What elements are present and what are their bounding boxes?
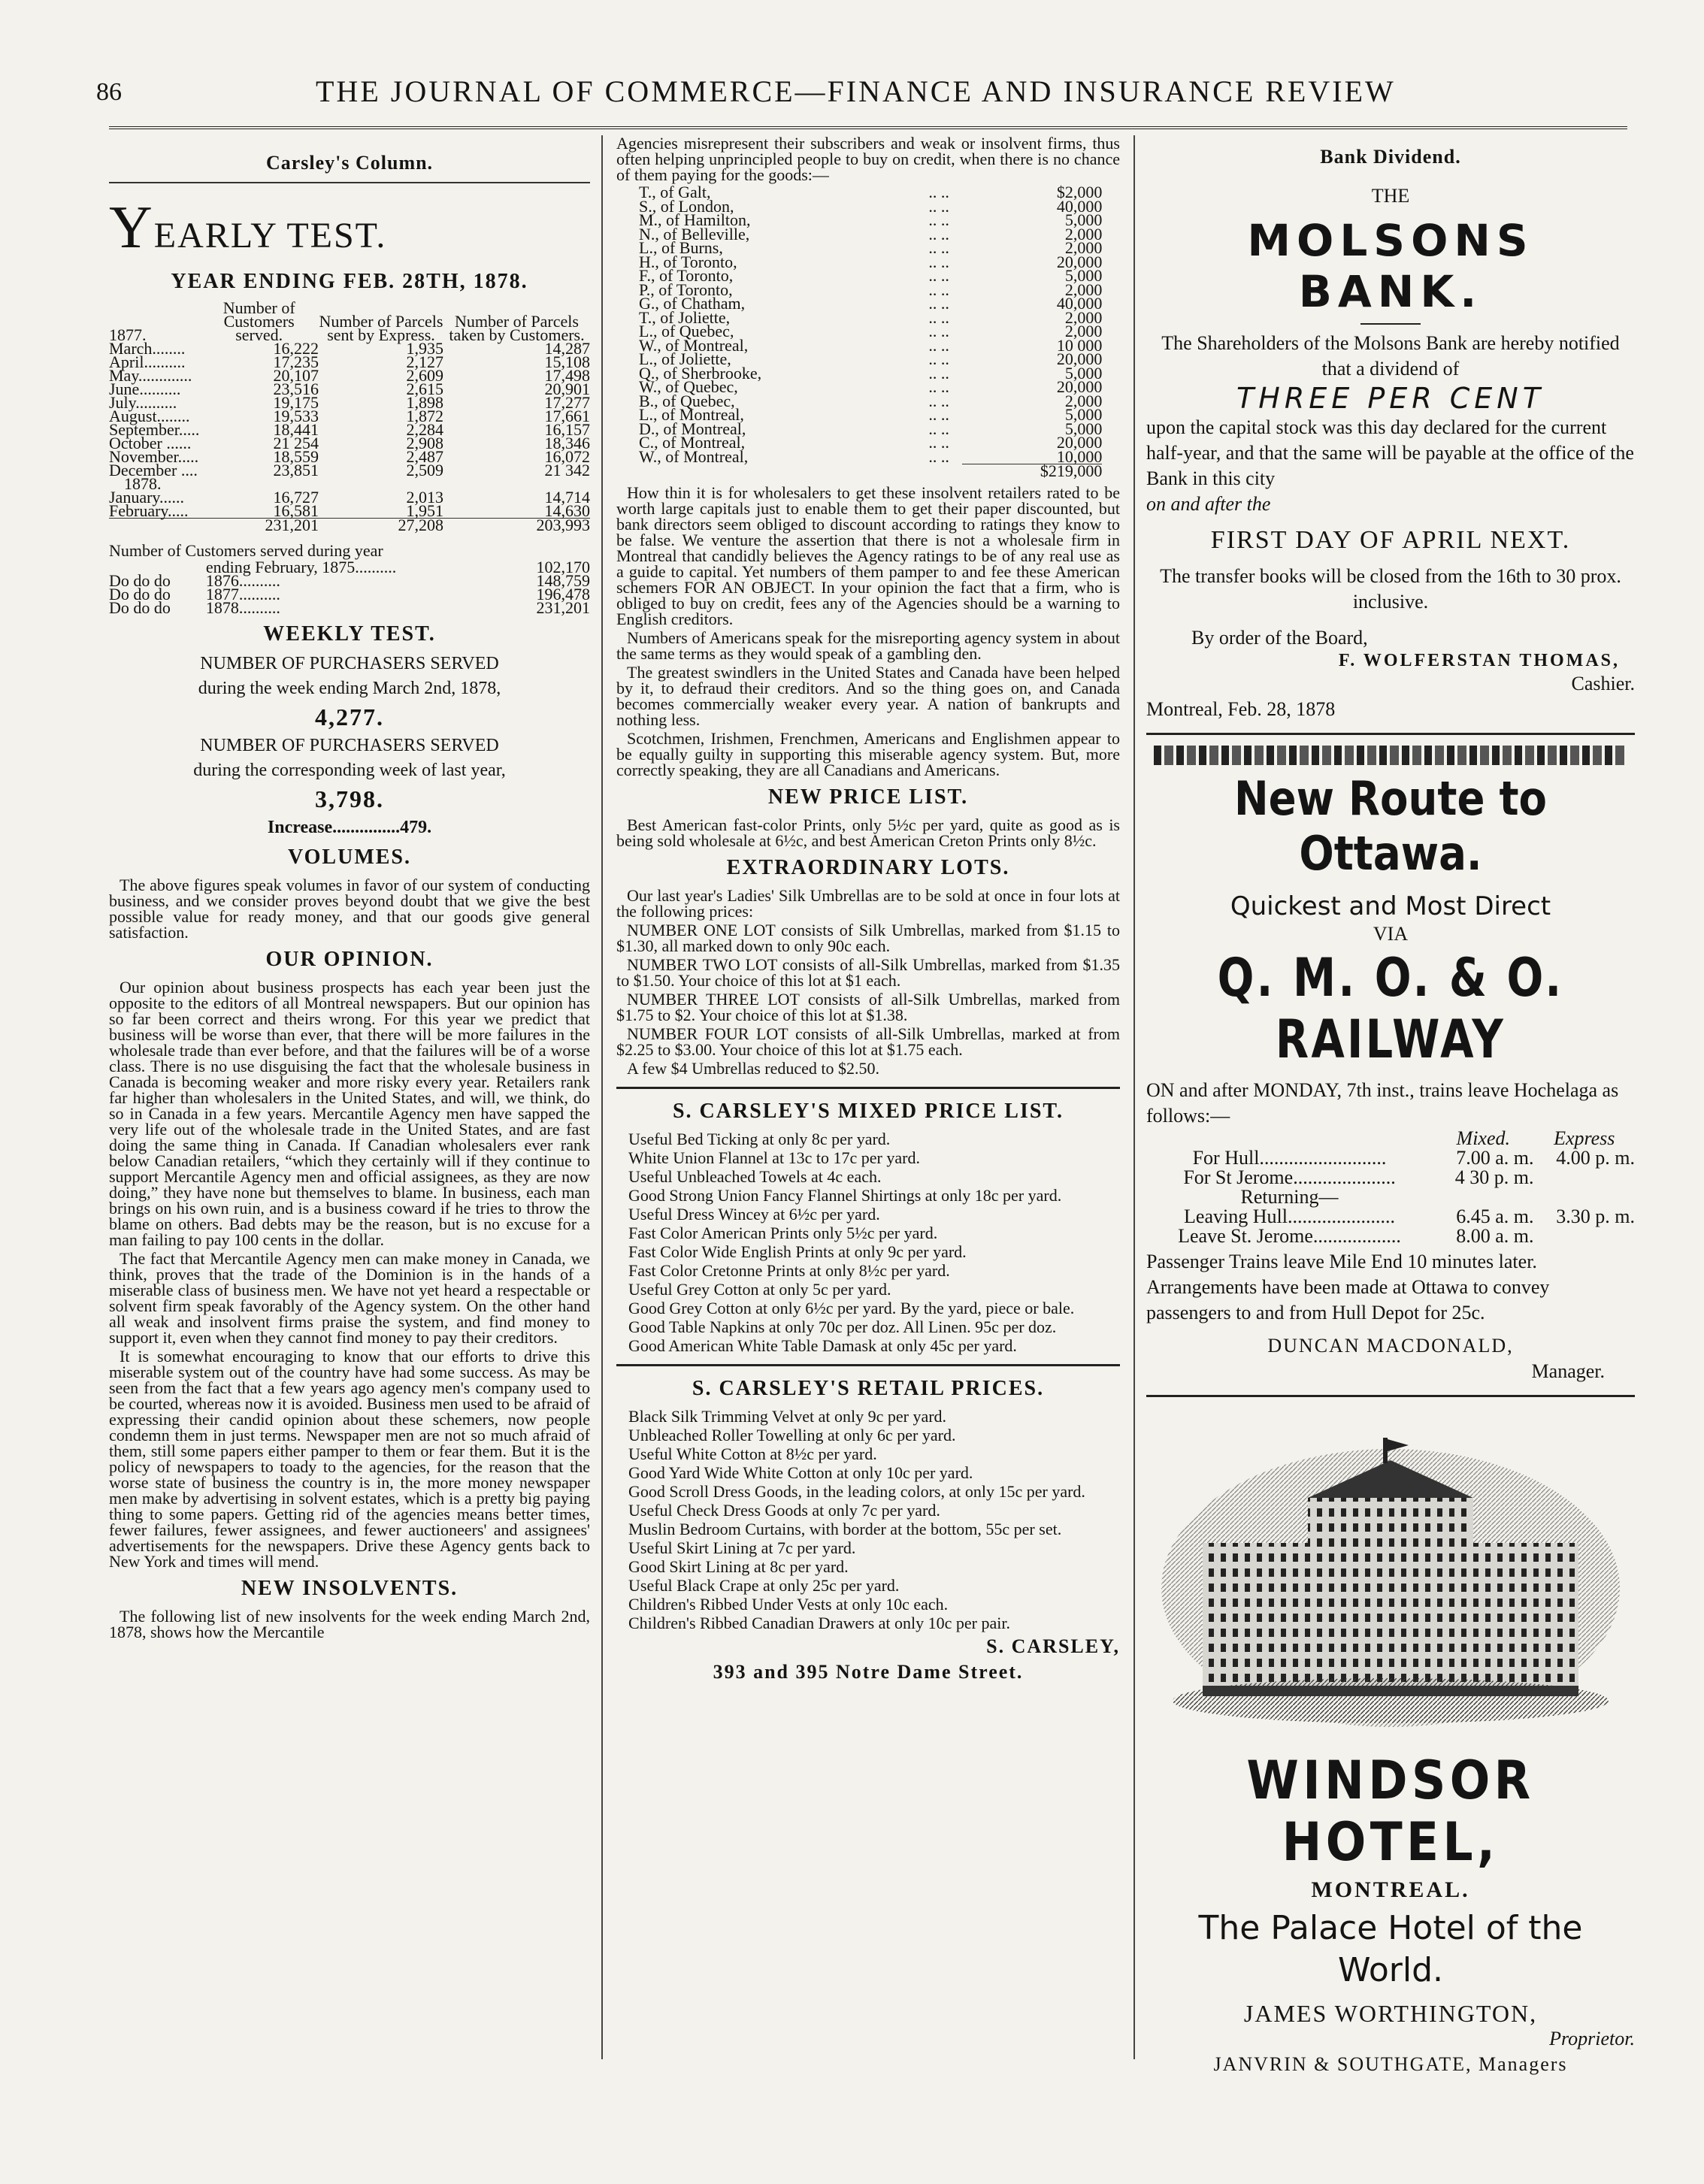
table-cell: Leaving Hull...................... [1184, 1205, 1395, 1227]
dot-leader: .. .. [928, 391, 949, 410]
hotel-engraving [1158, 1430, 1624, 1731]
totals-row [109, 519, 590, 533]
insolvent-amount: 5,000 [1064, 405, 1103, 424]
table-cell: Leave St. Jerome.................. [1178, 1225, 1401, 1247]
new-price-text: Best American fast-color Prints, only 5½c per yard, quite as good as is being sold wholesale at 6½c, and best American Creton Prints only 8½c. [616, 815, 1120, 850]
table-cell: 2,127 [406, 352, 443, 371]
price-item: Useful Black Crape at only 25c per yard. [628, 1575, 900, 1595]
insolvent-name: N., of Belleville, [639, 224, 750, 244]
sales-table [109, 298, 590, 534]
cashier-name: F. WOLFERSTAN THOMAS, [1338, 651, 1620, 670]
hotel-name: WINDSOR HOTEL, [1246, 1750, 1535, 1873]
dot-leader: .. .. [928, 349, 949, 368]
insolvent-amount: 10 000 [1056, 335, 1103, 355]
price-item: Good Skirt Lining at 8c per yard. [628, 1556, 849, 1576]
timetable [1146, 1129, 1635, 1246]
decorative-border [1154, 746, 1627, 765]
table-cell: Do do do [109, 598, 171, 617]
extra-intro: Our last year's Ladies' Silk Umbrellas are to be sold at once in four lots at the following prices: [616, 885, 1120, 921]
table-cell: August........ [109, 407, 190, 425]
table-cell: 4.00 p. m. [1556, 1147, 1635, 1169]
table-cell: May............. [109, 366, 192, 385]
table-cell: 14,714 [544, 488, 590, 507]
table-cell: October ...... [109, 434, 192, 452]
insolvent-name: T., of Joliette, [639, 307, 731, 327]
price-item: Useful Check Dress Goods at only 7c per yard. [628, 1500, 940, 1520]
insolvent-amount: 2,000 [1064, 238, 1103, 257]
dateline: Montreal, Feb. 28, 1878 [1146, 698, 1336, 720]
table-cell: June.......... [109, 380, 181, 398]
col-head: 1877. [109, 325, 147, 344]
table-cell: 17,235 [273, 352, 319, 371]
dot-leader: .. .. [928, 294, 949, 313]
table-cell: 1876.......... [205, 571, 280, 590]
table-cell: 2,615 [406, 380, 443, 398]
table-cell: 7.00 a. m. [1456, 1147, 1534, 1169]
total-cell: 27,208 [398, 516, 443, 534]
dot-leader: .. .. [928, 335, 949, 355]
table-row [109, 601, 590, 615]
table-cell: 16,072 [544, 447, 590, 466]
rows-1878 [109, 488, 590, 520]
price-item: Good Grey Cotton at only 6½c per yard. By the yard, piece or bale. [628, 1298, 1075, 1317]
insolvent-name: W., of Montreal, [639, 335, 749, 355]
dot-leader: .. .. [928, 433, 949, 452]
insolvents-intro: The following list of new insolvents for the week ending March 2nd, 1878, shows how the Mercantile [109, 1607, 590, 1641]
table-cell: 20,107 [273, 366, 319, 385]
hotel-city: MONTREAL. [1311, 1877, 1470, 1902]
table-row [109, 588, 590, 601]
table-row [1146, 1168, 1635, 1187]
table-cell: 21 254 [273, 434, 319, 452]
opinion-head: OUR OPINION. [265, 948, 434, 971]
table-cell: 2,609 [406, 366, 443, 385]
insolvent-name: T., of Galt, [639, 183, 711, 201]
table-row [1146, 1207, 1635, 1227]
insolvent-amount: 2,000 [1064, 307, 1103, 327]
year-ending: YEAR ENDING FEB. 28TH, 1878. [171, 270, 528, 293]
insolvent-amount: 20,000 [1056, 377, 1103, 396]
table-cell: July.......... [109, 393, 177, 412]
insolvent-amount: 5,000 [1064, 210, 1103, 229]
purchasers-label: NUMBER OF PURCHASERS SERVED [200, 736, 499, 755]
table-cell: 2,908 [406, 434, 443, 452]
rule [616, 1364, 1120, 1366]
insolvent-amount: 40,000 [1056, 294, 1103, 313]
table-cell: ending February, 1875.......... [205, 558, 397, 576]
table-cell: 17,498 [544, 366, 590, 385]
dot-leader: .. .. [928, 183, 949, 201]
proprietor-title: Proprietor. [1549, 2028, 1635, 2049]
table-row [1146, 1227, 1635, 1246]
yearly-test-title [109, 194, 590, 262]
table-cell: January...... [109, 488, 184, 507]
mixed-price-list [616, 1131, 1120, 1354]
dot-leader: .. .. [928, 419, 949, 438]
via-word: VIA [1373, 923, 1409, 945]
price-item: Muslin Bedroom Curtains, with border at the bottom, 55c per set. [628, 1519, 1062, 1538]
dot-leader: .. .. [928, 280, 949, 299]
insolvent-amount: 10,000 [1056, 446, 1103, 466]
insolvent-name: B., of Quebec, [639, 391, 735, 410]
dot-leader: .. .. [928, 405, 949, 424]
table-cell: 23,851 [273, 461, 319, 479]
opinion-paragraph: The fact that Mercantile Agency men can make money in Canada, we think, proves that the trade of the Dominion is in the hands of a miserable class of business men. We have not yet heard a respectable or solvent firm speak favorably of the Agency system. On the other hand all weak and insolvent firms praise the system, and find money to support it, even when they cannot find money to pay their creditors. [109, 1249, 590, 1347]
rule [1360, 323, 1421, 325]
volumes-head: VOLUMES. [287, 845, 411, 869]
table-cell: 21 342 [544, 461, 590, 479]
price-item: Black Silk Trimming Velvet at only 9c per yard. [628, 1406, 947, 1426]
insolvent-name: M., of Hamilton, [639, 210, 751, 229]
column-title: Carsley's Column. [109, 152, 590, 183]
dot-leader: .. .. [928, 363, 949, 383]
signature: S. CARSLEY, [986, 1635, 1120, 1657]
bank-name: MOLSONS BANK. [1247, 215, 1534, 317]
table-row [109, 504, 590, 519]
dot-leader: .. .. [928, 377, 949, 396]
dot-leader: .. .. [928, 224, 949, 244]
price-item: Useful Unbleached Towels at 4c each. [628, 1166, 882, 1186]
table-cell: 16,222 [273, 339, 319, 358]
insolvent-name: L., of Montreal, [639, 405, 744, 424]
running-title: THE JOURNAL OF COMMERCE—FINANCE AND INSURANCE REVIEW [316, 74, 1396, 108]
route-head: New Route to Ottawa. [1233, 771, 1548, 881]
drop-cap: Y [109, 195, 154, 261]
table-cell: 102,170 [536, 558, 590, 576]
table-cell: 23,516 [273, 380, 319, 398]
table-cell: 15,108 [544, 352, 590, 371]
dividend-head: Bank Dividend. [1320, 146, 1461, 168]
new-price-head: NEW PRICE LIST. [767, 785, 969, 809]
rows-1877 [109, 339, 590, 479]
article-paragraph: Scotchmen, Irishmen, Frenchmen, Americans and Englishmen appear to be equally guilty in supporting this miserable agency system. But, more correctly speaking, they are all Canadians and Americans. [616, 728, 1120, 779]
insolvent-amount: 40,000 [1056, 196, 1103, 216]
insolvent-amount: 5,000 [1064, 266, 1103, 285]
table-cell: December .... [109, 461, 198, 479]
insolvent-amount: 20,000 [1056, 349, 1103, 368]
lot-item: NUMBER THREE LOT consists of all-Silk Umbrellas, marked from $1.75 to $2. Your choice of this lot at $1.38. [616, 989, 1120, 1024]
lot-item: NUMBER ONE LOT consists of Silk Umbrellas, marked from $1.15 to $1.30, all marked down to only 90c each. [616, 920, 1120, 955]
insolvent-name: W., of Quebec, [639, 377, 738, 396]
table-row [109, 464, 590, 477]
customers-served-label: Number of Customers served during year [109, 541, 383, 560]
table-cell: 14,287 [544, 339, 590, 358]
week-line: during the corresponding week of last year, [193, 761, 506, 780]
arrangements-note: Arrangements have been made at Ottawa to convey passengers to and from Hull Depot for 25c. [1146, 1276, 1550, 1323]
agencies-intro: Agencies misrepresent their subscribers and weak or insolvent firms, thus often helping unprincipled people to buy on credit, when there is no chance of them paying for the goods:— [616, 134, 1120, 184]
dividend-notice: upon the capital stock was this day declared for the current half-year, and that the same will be payable at the office of the Bank in this city [1146, 416, 1634, 489]
insolvent-name: F., of Toronto, [639, 266, 734, 285]
table-row [109, 561, 590, 574]
price-item: Children's Ribbed Canadian Drawers at only 10c per pair. [628, 1613, 1010, 1632]
passenger-note: Passenger Trains leave Mile End 10 minutes later. [1146, 1251, 1537, 1272]
page-number: 86 [96, 78, 122, 106]
hotel-managers: JANVRIN & SOUTHGATE, Managers [1213, 2053, 1568, 2075]
table-cell: 1,935 [406, 339, 443, 358]
price-item: Good Strong Union Fancy Flannel Shirtings at only 18c per yard. [628, 1185, 1062, 1205]
price-item: Unbleached Roller Towelling at only 6c per yard. [628, 1425, 956, 1444]
insolvent-name: W., of Montreal, [639, 446, 749, 466]
railway-name: Q. M. O. & O. RAILWAY [1217, 947, 1564, 1070]
rule [1146, 1395, 1635, 1397]
table-cell: 6.45 a. m. [1456, 1205, 1534, 1227]
transfer-books: The transfer books will be closed from the 16th to 30 prox. inclusive. [1160, 565, 1621, 613]
extra-lots-head: EXTRAORDINARY LOTS. [726, 855, 1010, 879]
insolvent-amount: 5,000 [1064, 419, 1103, 438]
column-advertisements [1146, 135, 1635, 2075]
table-cell [1534, 1187, 1636, 1207]
the-word: THE [1371, 185, 1410, 207]
table-cell [1433, 1187, 1533, 1207]
retail-price-list [616, 1408, 1120, 1631]
article-paragraph: Numbers of Americans speak for the misreporting agency system in about the same terms as they would speak of a gambling den. [616, 628, 1120, 663]
weekly-test-head: WEEKLY TEST. [263, 622, 436, 646]
insolvent-name: Q., of Sherbrooke, [639, 363, 762, 383]
price-item: White Union Flannel at 13c to 17c per yard. [628, 1148, 920, 1167]
table-cell: 18,441 [273, 420, 319, 439]
col-head: Number of Parcels sent by Express. [319, 312, 443, 344]
volumes-text: The above figures speak volumes in favor of our system of conducting business, and we consider proves beyond doubt that we give the best possible value for ready money, and that our goods give general satisfaction. [109, 876, 590, 942]
rule [1146, 733, 1635, 735]
timetable-header [1146, 1129, 1635, 1148]
table-row [1146, 1148, 1635, 1168]
insolvent-amount: 2,000 [1064, 391, 1103, 410]
total-cell: 203,993 [536, 516, 590, 534]
table-cell: 148,759 [536, 571, 590, 590]
column-divider-2 [1133, 135, 1135, 2059]
price-item: Fast Color Wide English Prints at only 9c per yard. [628, 1242, 967, 1261]
insolvent-amount: 2,000 [1064, 224, 1103, 244]
total-cell: 231,201 [265, 516, 319, 534]
table-cell: 18,559 [273, 447, 319, 466]
table-cell: 1,872 [406, 407, 443, 425]
rule [616, 1087, 1120, 1089]
purchasers-label: NUMBER OF PURCHASERS SERVED [200, 654, 499, 673]
table-cell: 17,661 [544, 407, 590, 425]
insolvent-row [639, 450, 1102, 464]
lot-item: A few $4 Umbrellas reduced to $2.50. [627, 1058, 880, 1078]
total-cell [109, 519, 199, 533]
table-cell: 3.30 p. m. [1556, 1205, 1635, 1227]
tt-head [1146, 1129, 1433, 1148]
dot-leader: .. .. [928, 266, 949, 285]
dividend-notice: on and after the [1146, 493, 1271, 515]
insolvent-name: L., of Joliette, [639, 349, 731, 368]
retail-price-head: S. CARSLEY'S RETAIL PRICES. [692, 1376, 1045, 1400]
lot-item: NUMBER TWO LOT consists of all-Silk Umbrellas, marked from $1.35 to $1.50. Your choice of this lot at $1 each. [616, 954, 1120, 990]
dot-leader: .. .. [928, 252, 949, 271]
table-cell: 2,509 [406, 461, 443, 479]
table-cell: 16,581 [273, 501, 319, 520]
price-item: Good Table Napkins at only 70c per doz. All Linen. 95c per doz. [628, 1317, 1057, 1336]
table-cell: 196,478 [536, 585, 590, 603]
table-cell: 16,157 [544, 420, 590, 439]
table-cell: 8.00 a. m. [1456, 1225, 1534, 1247]
price-item: Useful Grey Cotton at only 5c per yard. [628, 1279, 891, 1299]
customers-served-table [109, 558, 590, 617]
insolvent-name: G., of Chatham, [639, 294, 746, 313]
dividend-rate: THREE PER CENT [1236, 382, 1545, 415]
table-cell: 17,277 [544, 393, 590, 412]
table-cell: Returning— [1240, 1186, 1339, 1208]
table-cell: 1878.......... [205, 598, 280, 617]
tt-head: Express [1554, 1127, 1615, 1149]
hotel-tagline: The Palace Hotel of the World. [1198, 1909, 1583, 1989]
table-cell: 2,487 [406, 447, 443, 466]
table-cell: 20,901 [544, 380, 590, 398]
table-cell: November..... [109, 447, 199, 466]
insolvent-amount: 5,000 [1064, 363, 1103, 383]
article-paragraph: The greatest swindlers in the United States and Canada have been helped by it, to defraud their creditors. And so the thing goes on, and Canada becomes commercially weaker every year. A nation of bankrupts and nothing less. [616, 662, 1120, 729]
table-cell: 1,951 [406, 501, 443, 520]
cashier-title: Cashier. [1571, 673, 1635, 694]
price-item: Good American White Table Damask at only 45c per yard. [628, 1336, 1017, 1355]
insolvent-amount: 2,000 [1064, 280, 1103, 299]
price-item: Useful Bed Ticking at only 8c per yard. [628, 1129, 891, 1148]
table-cell: 19,533 [273, 407, 319, 425]
table-cell: 14,630 [544, 501, 590, 520]
schedule-intro: ON and after MONDAY, 7th inst., trains leave Hochelaga as follows:— [1146, 1079, 1619, 1127]
table-cell: 16,727 [273, 488, 319, 507]
insolvents-head: NEW INSOLVENTS. [241, 1577, 459, 1600]
table-cell: February..... [109, 501, 189, 520]
insolvent-amount: 20,000 [1056, 252, 1103, 271]
insolvent-amount: $2,000 [1056, 183, 1103, 201]
table-cell: 2,284 [406, 420, 443, 439]
opinion-paragraph: It is somewhat encouraging to know that our efforts to drive this miserable system out of the country have had some success. As may be seen from the fact that a few years ago agency men's company used to be courted, whereas now it is avoided. Business men used to be afraid of expressing their candid opinion about these schemers, now people condemn them in just terms. Newspaper men are not so much afraid of them, still some papers either pamper to them or fear them. But it is the policy of newspapers to toady to the agencies, for the reason that the worse state of business the country is in, the more money newspaper men make by advertising in solvent estates, which is a pretty big paying thing to some papers. Getting rid of the agencies means better times, fewer failures, fewer assignees, and fewer auctioneers' and assignees' advertisements for the newspapers. Drive these Agency gents back to New York and times will mend. [109, 1347, 590, 1571]
column-divider-1 [601, 135, 603, 2059]
table-cell: 1877.......... [205, 585, 280, 603]
insolvent-amount: 2,000 [1064, 322, 1103, 340]
table-cell: April.......... [109, 352, 186, 371]
year-label: 1878. [124, 474, 162, 493]
yearly-test-rest: EARLY TEST. [153, 216, 387, 256]
table-cell: 231,201 [536, 598, 590, 617]
article-paragraph: How thin it is for wholesalers to get these insolvent retailers rated to be worth large capitals just to enable them to get their paper discounted, but bank directors seem obliged to discount according to ratings they know to be false. We venture the assertion that there is not a wholesale firm in Montreal that candidly believes the Agency ratings to be of any real use as a guide to capital. Yet numbers of them pamper to and fee these American schemers FOR AN OBJECT. In your opinion the fact that a firm, who is obliged to buy on credit, fees any of the Agencies should be a warning to English creditors. [616, 482, 1120, 628]
price-item: Good Yard Wide White Cotton at only 10c per yard. [628, 1463, 973, 1482]
table-cell: 18,346 [544, 434, 590, 452]
price-item: Useful Skirt Lining at 7c per yard. [628, 1538, 856, 1557]
price-item: Useful Dress Wincey at 6½c per yard. [628, 1204, 880, 1224]
week-line: during the week ending March 2nd, 1878, [198, 679, 501, 698]
dot-leader: .. .. [928, 322, 949, 340]
insolvent-name: L., of Quebec, [639, 322, 734, 340]
dot-leader: .. .. [928, 196, 949, 216]
price-item: Useful White Cotton at 8½c per yard. [628, 1444, 877, 1463]
table-cell: Do do do [109, 585, 171, 603]
dividend-notice: The Shareholders of the Molsons Bank are hereby notified that a dividend of [1161, 332, 1620, 380]
manager-name: DUNCAN MACDONALD, [1267, 1335, 1514, 1357]
manager-title: Manager. [1531, 1360, 1605, 1382]
lot-item: NUMBER FOUR LOT consists of all-Silk Umbrellas, marked at from $2.25 to $3.00. Your choice of this lot at $1.75 each. [616, 1024, 1120, 1059]
table-cell [1534, 1168, 1636, 1187]
col-head: Number of Parcels taken by Customers. [449, 312, 585, 344]
header-rule [109, 126, 1627, 129]
insolvent-name: P., of Toronto, [639, 280, 733, 299]
price-item: Fast Color Cretonne Prints at only 8½c per yard. [628, 1260, 950, 1280]
count-this-year: 4,277. [315, 703, 384, 731]
mixed-price-head: S. CARSLEY'S MIXED PRICE LIST. [672, 1099, 1064, 1123]
dot-leader: .. .. [928, 210, 949, 229]
table-cell: 1,898 [406, 393, 443, 412]
price-item: Fast Color American Prints only 5½c per yard. [628, 1223, 938, 1242]
price-item: Children's Ribbed Under Vests at only 10c each. [628, 1594, 949, 1614]
count-last-year: 3,798. [315, 785, 384, 812]
insolvents-total-row [639, 464, 1102, 479]
insolvent-name: C., of Montreal, [639, 433, 746, 452]
price-item: Good Scroll Dress Goods, in the leading colors, at only 15c per yard. [628, 1481, 1085, 1501]
table-cell: 2,013 [406, 488, 443, 507]
by-order: By order of the Board, [1191, 627, 1368, 649]
insolvents-total: $219,000 [962, 464, 1102, 479]
sales-header-row [109, 301, 590, 342]
insolvent-name: D., of Montreal, [639, 419, 746, 438]
increase-line: Increase...............479. [267, 818, 432, 837]
col-head: Number of Customers served. [222, 298, 295, 344]
table-cell: For Hull.......................... [1192, 1147, 1387, 1169]
table-cell: 4 30 p. m. [1454, 1166, 1534, 1188]
table-cell: September..... [109, 420, 200, 439]
insolvent-name: S., of London, [639, 196, 734, 216]
table-cell: For St Jerome..................... [1183, 1166, 1396, 1188]
dot-leader: .. .. [928, 238, 949, 257]
table-row [1146, 1187, 1635, 1207]
proprietor-name: JAMES WORTHINGTON, [1243, 2000, 1538, 2027]
tt-head: Mixed. [1456, 1127, 1510, 1149]
column-insolvents-prices [616, 135, 1120, 2059]
dot-leader: .. .. [928, 446, 949, 466]
table-cell: Do do do [109, 571, 171, 590]
table-cell [1534, 1227, 1636, 1246]
table-cell: 19,175 [273, 393, 319, 412]
table-cell: March........ [109, 339, 186, 358]
column-carsley [109, 135, 590, 2059]
table-row [109, 369, 590, 383]
dot-leader: .. .. [928, 307, 949, 327]
insolvent-name: L., of Burns, [639, 238, 723, 257]
opinion-paragraph: Our opinion about business prospects has each year been just the opposite to the editors of all Montreal newspapers. But our opinion has so far been correct and theirs wrong. For this year we predict that business will be worse than ever, that there will be more failures in the wholesale trade than ever before, and that the failures will be of a worse class. There is no use disguising the fact that the wholesale business in Canada is becoming weaker and more risky every year. Retailers rank far higher than wholesalers in the United States, and will, we think, do so in Canada in a few years. Mercantile Agency men have sapped the very life out of the wholesale trade in the United States, and are fast doing the same thing in Canada. If Canadian wholesalers ever rank below Canadian retailers, “which they certainly will if they continue to support Mercantile Agency men and official assignees, as they are now doing,” they have none but themselves to blame. In business, each man brings on his own ruin, and is a business coward if he tries to throw the blame on others. Bad debts may be the reason, but is no excuse for a man failing to pay 100 cents in the dollar. [109, 978, 590, 1249]
insolvents-table [639, 183, 1103, 480]
insolvent-amount: 20,000 [1056, 433, 1103, 452]
quickest-line: Quickest and Most Direct [1230, 891, 1551, 921]
dividend-date: FIRST DAY OF APRIL NEXT. [1210, 526, 1571, 554]
store-address: 393 and 395 Notre Dame Street. [713, 1660, 1024, 1683]
insolvent-name: H., of Toronto, [639, 252, 737, 271]
